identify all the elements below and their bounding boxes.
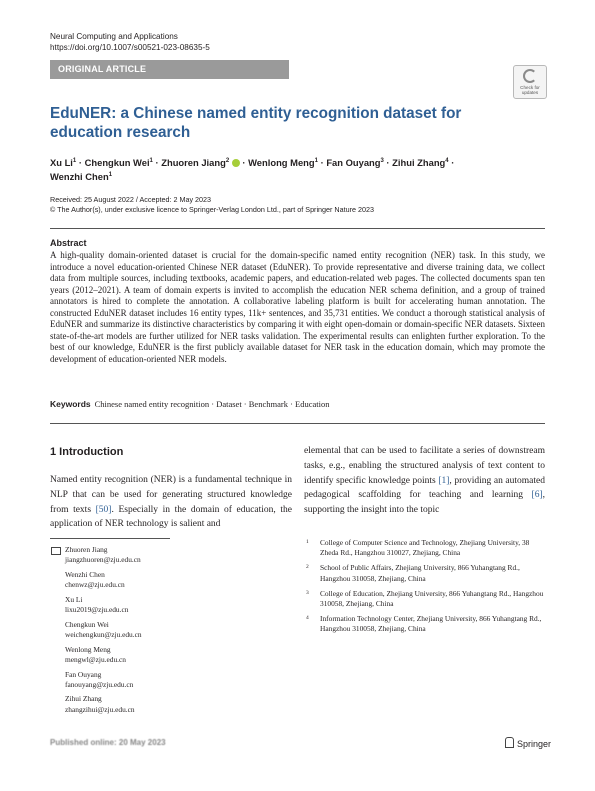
email-link[interactable]: zhangzihui@zju.edu.cn [65, 704, 135, 714]
published-online: Published online: 20 May 2023 [50, 738, 166, 747]
author[interactable]: Chengkun Wei$^1$ [84, 157, 153, 169]
contact-entry: Wenzhi Chen chenwz@zju.edu.cn [50, 570, 292, 590]
abstract-text: A high-quality domain-oriented dataset is crucial for the domain-specific named entity recognition (NER) task. In this study, we introduce a novel education-oriented Chinese NER dataset (EduNER). To provide representative and diverse training data, we collect data from multiple sources, including textbooks, academic papers, and education-related web pages. The collected documents span ten years (2012–2021). A team of domain experts is invited to accomplish the education NER schema definition, and a group of trained annotators is hired to complete the annotation. A collaborative labeling platform is built for accelerating human annotation. The constructed EduNER dataset includes 16 entity types, 11k+ sentences, and 35,731 entities. We conduct a thorough statistical analysis of EduNER and summarize its distinctive characteristics by comparing it with eight open-domain or domain-specific NER datasets. Sixteen state-of-the-art models are further utilized for NER tasks validation. The experimental results can enlighten further exploration. To the best of our knowledge, EduNER is the first publicly available dataset for NER task in the education domain, which may promote the development of education-oriented NER models. [50, 250, 545, 364]
section-heading: 1 Introduction [50, 446, 124, 458]
affiliation-item: 3 College of Education, Zhejiang University, 866 Yuhangtang Rd., Hangzhou 310058, Zhejiang, China [306, 588, 544, 609]
orcid-icon[interactable] [232, 159, 240, 167]
email-link[interactable]: weichengkun@zju.edu.cn [65, 629, 142, 639]
contact-entry: Xu Li lixu2019@zju.edu.cn [50, 595, 292, 615]
abstract-heading: Abstract [50, 238, 87, 248]
received-accepted: Received: 25 August 2022 / Accepted: 2 May 2023 [50, 195, 212, 204]
keywords [50, 399, 329, 409]
publication-dates [50, 195, 374, 215]
affiliation-item: 2 School of Public Affairs, Zhejiang University, 866 Yuhangtang Rd., Hangzhou 310058, Zhejiang, China [306, 563, 520, 583]
intro-paragraph-right: elemental that can be used to facilitate a series of downstream tasks, e.g., enabling the structured analysis of text content to identify specific knowledge points [1], providing an automated pedagogical scaffolding for teaching and learning [6], supporting the insight into the topic [304, 446, 545, 516]
email-link[interactable]: fanouyang@zju.edu.cn [65, 679, 134, 689]
divider [50, 228, 545, 229]
affiliations [304, 538, 545, 640]
paper-title: EduNER: a Chinese named entity recognition dataset for education research [50, 105, 462, 141]
author[interactable]: Zihui Zhang$^4$ [392, 157, 449, 169]
contact-entry: Zhuoren Jiang jiangzhuoren@zju.edu.cn [50, 545, 292, 565]
journal-name: Neural Computing and Applications [50, 32, 178, 41]
doi-link[interactable]: https://doi.org/10.1007/s00521-023-08635-5 [50, 43, 210, 52]
publisher-name: Springer [517, 739, 552, 749]
springer-horse-icon [505, 737, 514, 748]
contact-entry: Zihui Zhang zhangzihui@zju.edu.cn [50, 694, 292, 714]
author[interactable]: Wenzhi Chen$^1$ [50, 171, 113, 183]
email-link[interactable]: lixu2019@zju.edu.cn [65, 605, 129, 615]
footnote-rule [50, 538, 170, 539]
refresh-icon [523, 69, 537, 83]
keywords-text: Chinese named entity recognition · Dataset · Benchmark · Education [94, 399, 330, 409]
publisher-logo [505, 737, 551, 749]
article-type-label: ORIGINAL ARTICLE [58, 64, 147, 74]
email-link[interactable]: mengwl@zju.edu.cn [65, 654, 126, 664]
email-link[interactable]: jiangzhuoren@zju.edu.cn [65, 555, 141, 565]
citation-link[interactable]: [6] [531, 490, 543, 501]
author-list: Xu $Li^1$ · Chengkun Wei$^1$ · Zhuoren Jiang$^2$ · Wenlong Meng$^1$ · Fan Ouyang$^3$ · Zihui Zhang$^4$ · Wenzhi Chen$^1$ [50, 157, 455, 183]
author[interactable]: Fan Ouyang$^3$ [326, 157, 384, 169]
citation-link[interactable]: [1] [438, 475, 450, 486]
contact-entry: Wenlong Meng mengwl@zju.edu.cn [50, 645, 292, 665]
keywords-label: Keywords [50, 399, 91, 409]
author-contacts [50, 545, 292, 719]
journal-header [50, 31, 210, 53]
check-for-updates-badge[interactable]: Check for updates [513, 65, 547, 99]
citation-link[interactable]: [50] [95, 504, 112, 515]
copyright: © The Author(s), under exclusive licence to Springer-Verlag London Ltd., part of Springer Nature 2023 [50, 205, 374, 214]
divider [50, 423, 545, 424]
email-link[interactable]: chenwz@zju.edu.cn [65, 580, 125, 590]
mail-icon [51, 547, 61, 555]
author[interactable]: Wenlong Meng$^1$ [248, 157, 318, 169]
affiliation-item: 1 College of Computer Science and Technology, Zhejiang University, 38 Zheda Rd., Hangzhou 310027, Zhejiang, China [306, 538, 530, 558]
author[interactable]: Xu Li$^1$ [50, 157, 77, 169]
contact-entry: Fan Ouyang fanouyang@zju.edu.cn [50, 670, 292, 690]
affiliation-item: 4 Information Technology Center, Zhejiang University, 866 Yuhangtang Rd., Hangzhou 310058, Zhejiang, China [306, 614, 542, 634]
contact-entry: Chengkun Wei weichengkun@zju.edu.cn [50, 620, 292, 640]
article-type-banner [50, 60, 289, 79]
author[interactable]: Zhuoren Jiang$^2$ [161, 157, 230, 169]
intro-paragraph-left: Named entity recognition (NER) is a fundamental technique in NLP that can be used for generating structured knowledge from texts [50]. Especially in the domain of education, the application of NER technology is salient and [50, 475, 292, 530]
